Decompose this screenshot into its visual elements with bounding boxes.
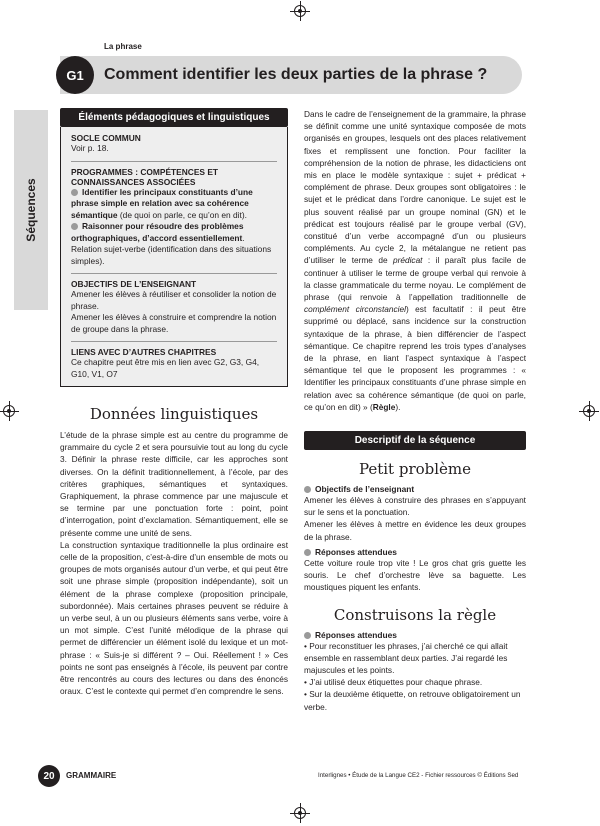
bullet-icon <box>304 632 311 639</box>
petit-probleme-heading: Petit problème <box>358 460 472 479</box>
left-column <box>60 108 288 697</box>
reponses2-body: • Pour reconstituer les phrases, j’ai cherché ce qui allait ensemble en rassemblant deux parties. J’ai regardé les majuscules et les points. • J’ai utilisé deux étiquettes pour chaque phrase. • Sur la deuxième étiquette, on retrouve obligatoirement un verbe. <box>304 640 521 712</box>
bullet-icon <box>71 189 78 196</box>
divider <box>71 341 277 342</box>
donnees-body <box>60 429 288 697</box>
donnees-paragraph-2: La construction syntaxique traditionnelle la plus ordinaire est celle de la proposition, c’est-à-dire d’un ensemble de mots ou groupes de mots organisés autour d’un verbe, et qui peut être soit une phrase simple (proposition indépendante), soit un élément de la phrase complexe (proposition principale, subordonnée). Mais certaines phrases peuvent se réduire à un verbe seul, à un ou plusieurs éléments sans verbe, voire à un mot simple. C’est l’unité mélodique de la phrase qui permet de différencier un élément isolé du lexique et un mot-phrase : « Suis-je si différent ? – Oui. Réellement ! » Ces points ne sont pas enseignés à l’école, ils peuvent par contre être rencontrés au cours des lectures ou dans des énoncés oraux. C’est le contexte qui permet d’en comprendre le sens. <box>60 539 288 697</box>
bullet-icon <box>71 223 78 230</box>
registration-mark-right <box>583 405 595 417</box>
chapter-label: La phrase <box>104 42 142 51</box>
divider <box>71 273 277 274</box>
chapter-badge: G1 <box>56 56 94 94</box>
objectifs-text-1: Amener les élèves à réutiliser et consolider la notion de phrase. <box>71 289 277 311</box>
objectifs-enseignant-body: Amener les élèves à construire des phrases en s’appuyant sur le sens et la ponctuation. Amener les élèves à mettre en évidence les deux groupes de la phrase. <box>304 495 526 542</box>
socle-text: Voir p. 18. <box>71 143 109 153</box>
page-number: 20 <box>38 765 60 787</box>
socle-heading: SOCLE COMMUN <box>71 133 141 143</box>
donnees-paragraph-1: L’étude de la phrase simple est au centre du programme de grammaire du cycle 2 et sera poursuivie tout au long du cycle 3. Définir la phrase reste difficile, car les approches sont diverses. On la définit traditionnellement, à l’école, par des critères graphiques, sémantiques et syntaxiques. Graphiquement, la phrase commence par une majuscule et se termine par une ponctuation forte : point, point d’interrogation, point d’exclamation. Sémantiquement, elle se présente comme une unité de sens. <box>60 430 288 538</box>
registration-mark-bottom <box>294 807 306 819</box>
reponses-heading: Réponses attendues <box>304 547 526 557</box>
footer-section: GRAMMAIRE <box>66 771 117 780</box>
page-title: Comment identifier les deux parties de la phrase ? <box>104 66 488 83</box>
relation-text: Relation sujet-verbe (identification dans des situations simples). <box>71 244 272 266</box>
objectifs-heading: OBJECTIFS DE L’ENSEIGNANT <box>71 279 197 289</box>
programmes-heading: PROGRAMMES : COMPÉTENCES ET CONNAISSANCES ASSOCIÉES <box>71 166 219 187</box>
reponses-body: Cette voiture roule trop vite ! Le gros chat gris guette les souris. Le chef d’orchestre lève sa baguette. Les moustiques piquent les enfants. <box>304 557 526 593</box>
sequences-side-label: Séquences <box>24 178 38 242</box>
divider <box>71 161 277 162</box>
footer-credit: Interlignes • Étude de la Langue CE2 - Fichier ressources © Éditions Sed <box>318 772 519 779</box>
programmes-item-1: Identifier les principaux constituants d’une phrase simple en relation avec sa cohérence sémantique (de quoi on parle, ce qu’on en dit). <box>71 186 253 220</box>
descriptif-title: Descriptif de la séquence <box>304 431 526 450</box>
construisons-heading: Construisons la règle <box>333 605 497 624</box>
pedagogical-box-title: Éléments pédagogiques et linguistiques <box>60 108 288 127</box>
reponses2-heading: Réponses attendues <box>304 630 526 640</box>
sequences-side-tab <box>14 110 48 310</box>
intro-paragraph: Dans le cadre de l’enseignement de la grammaire, la phrase se définit comme une unité syntaxique composée de mots organisés en groupes, lesquels ont des places relativement fixes et remplissent une fonction. Pour faciliter la compréhension de la notion de phrase, les didacticiens ont mis en place le modèle syntaxique : sujet + prédicat + complément de phrase. Deux groupes sont obligatoires : le sujet et le prédicat dans l’ordre canonique. Le sujet est le plus souvent réalisé par un groupe nominal (GN) et le prédicat est toujours réalisé par le groupe verbal (GV), constitué d’un verbe accompagné d’un ou plusieurs compléments. Au cycle 2, la métalangue ne retient pas d’utiliser le terme de prédicat : il paraît plus facile de continuer à utiliser le terme de groupe verbal qui renvoie à la classe grammaticale du terme noyau. Le complément de phrase (qui renvoie à l’appellation traditionnelle de complément circonstanciel) est facultatif : il peut être supprimé ou déplacé, sans incidence sur la construction syntaxique de la phrase, à bien différencier de l’aspect sémantique. Ce chapitre reprend les trois types d’analyses de la phrase, en liant l’aspect syntaxique à l’aspect sémantique tel que le proposent les programmes : « Identifier les principaux constituants d’une phrase simple en relation avec sa cohérence sémantique (de quoi on parle, ce qu’on en dit) » (Règle). <box>304 109 526 412</box>
pedagogical-box <box>60 127 288 387</box>
programmes-item-2: Raisonner pour résoudre des problèmes orthographiques, d’accord essentiellement. <box>71 221 245 243</box>
objectifs-text-2: Amener les élèves à construire et comprendre la notion de groupe dans la phrase. <box>71 312 277 334</box>
donnees-heading: Données linguistiques <box>89 405 259 423</box>
bullet-icon <box>304 486 311 493</box>
registration-mark-top <box>294 5 306 17</box>
registration-mark-left <box>3 405 15 417</box>
liens-heading: LIENS AVEC D’AUTRES CHAPITRES <box>71 347 217 357</box>
right-column <box>304 108 526 713</box>
bullet-icon <box>304 549 311 556</box>
objectifs-enseignant-heading: Objectifs de l’enseignant <box>304 484 526 494</box>
liens-text: Ce chapitre peut être mis en lien avec G2, G3, G4, G10, V1, O7 <box>71 357 260 379</box>
